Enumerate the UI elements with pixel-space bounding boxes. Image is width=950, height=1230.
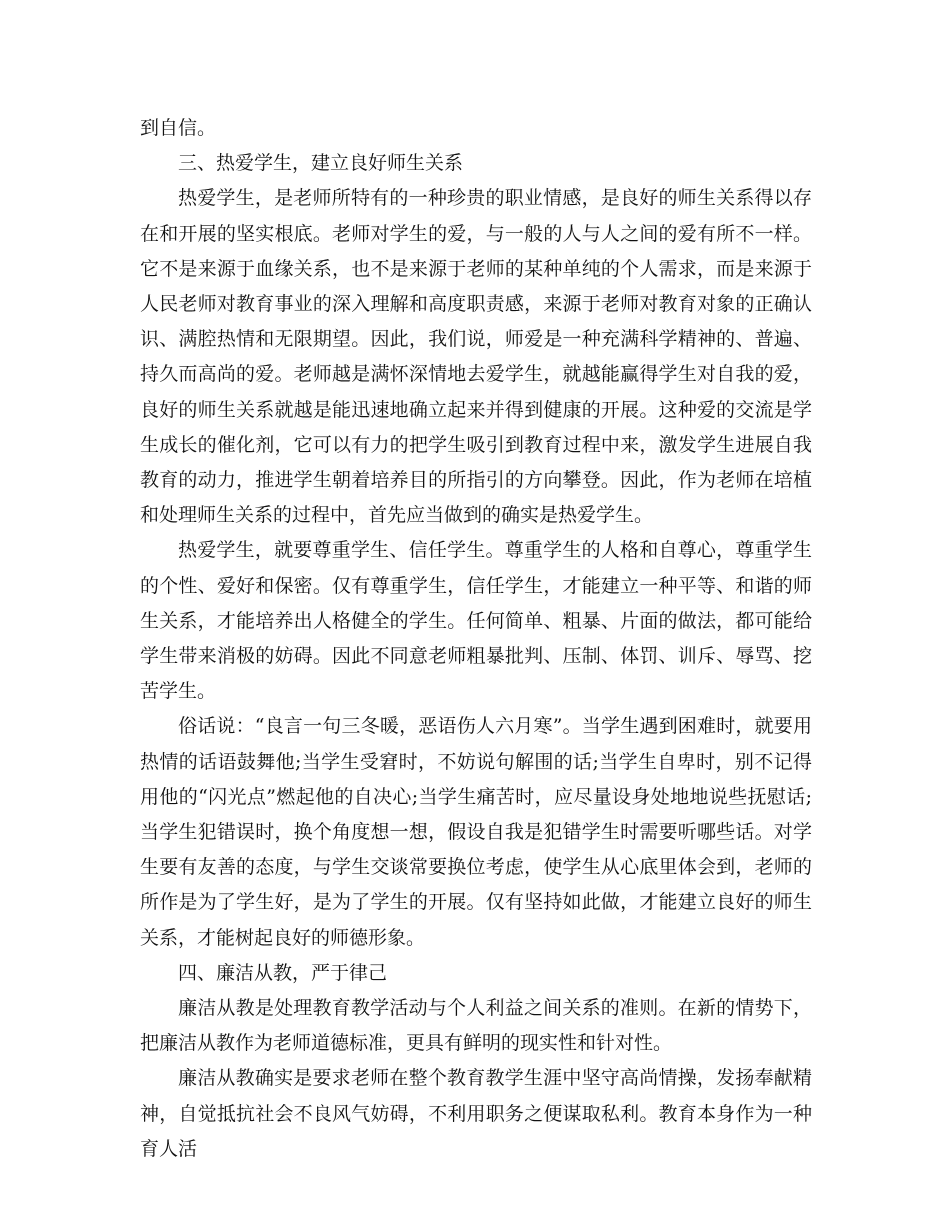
section-heading-4: 四、廉洁从教，严于律己 bbox=[178, 961, 388, 984]
continuation-paragraph: 到自信。 bbox=[140, 117, 217, 139]
section-heading-3: 三、热爱学生，建立良好师生关系 bbox=[178, 152, 464, 175]
body-paragraph: 热爱学生，就要尊重学生、信任学生。尊重学生的人格和自尊心，尊重学生的个性、爱好和保密。仅有尊重学生，信任学生，才能建立一种平等、和谐的师生关系，才能培养出人格健全的学生。任何简单、粗暴、片面的做法，都可能给学生带来消极的妨碍。因此不同意老师粗暴批判、压制、体罚、训斥、辱骂、挖苦学生。 bbox=[140, 539, 812, 703]
body-paragraph: 廉洁从教是处理教育教学活动与个人利益之间关系的准则。在新的情势下，把廉洁从教作为老师道德标准，更具有鲜明的现实性和针对性。 bbox=[140, 997, 812, 1055]
body-paragraph: 廉洁从教确实是要求老师在整个教育教学生涯中坚守高尚情操，发扬奉献精神，自觉抵抗社会不良风气妨碍，不利用职务之便谋取私利。教育本身作为一种育人活 bbox=[140, 1067, 812, 1160]
document-body bbox=[140, 111, 812, 1167]
body-paragraph: 热爱学生，是老师所特有的一种珍贵的职业情感，是良好的师生关系得以存在和开展的坚实根底。老师对学生的爱，与一般的人与人之间的爱有所不一样。它不是来源于血缘关系，也不是来源于老师的某种单纯的个人需求，而是来源于人民老师对教育事业的深入理解和高度职责感，来源于老师对教育对象的正确认识、满腔热情和无限期望。因此，我们说，师爱是一种充满科学精神的、普遍、持久而高尚的爱。老师越是满怀深情地去爱学生，就越能赢得学生对自我的爱，良好的师生关系就越是能迅速地确立起来并得到健康的开展。这种爱的交流是学生成长的催化剂，它可以有力的把学生吸引到教育过程中来，激发学生进展自我教育的动力，推进学生朝着培养目的所指引的方向攀登。因此，作为老师在培植和处理师生关系的过程中，首先应当做到的确实是热爱学生。 bbox=[140, 187, 812, 527]
body-paragraph: 俗话说：“良言一句三冬暖，恶语伤人六月寒”。当学生遇到困难时，就要用热情的话语鼓舞他;当学生受窘时，不妨说句解围的话;当学生自卑时，别不记得用他的“闪光点”燃起他的自决心;当学生痛苦时，应尽量设身处地地说些抚慰话;当学生犯错误时，换个角度想一想，假设自我是犯错学生时需要听哪些话。对学生要有友善的态度，与学生交谈常要换位考虑，使学生从心底里体会到，老师的所作是为了学生好，是为了学生的开展。仅有坚持如此做，才能建立良好的师生关系，才能树起良好的师德形象。 bbox=[140, 715, 812, 949]
